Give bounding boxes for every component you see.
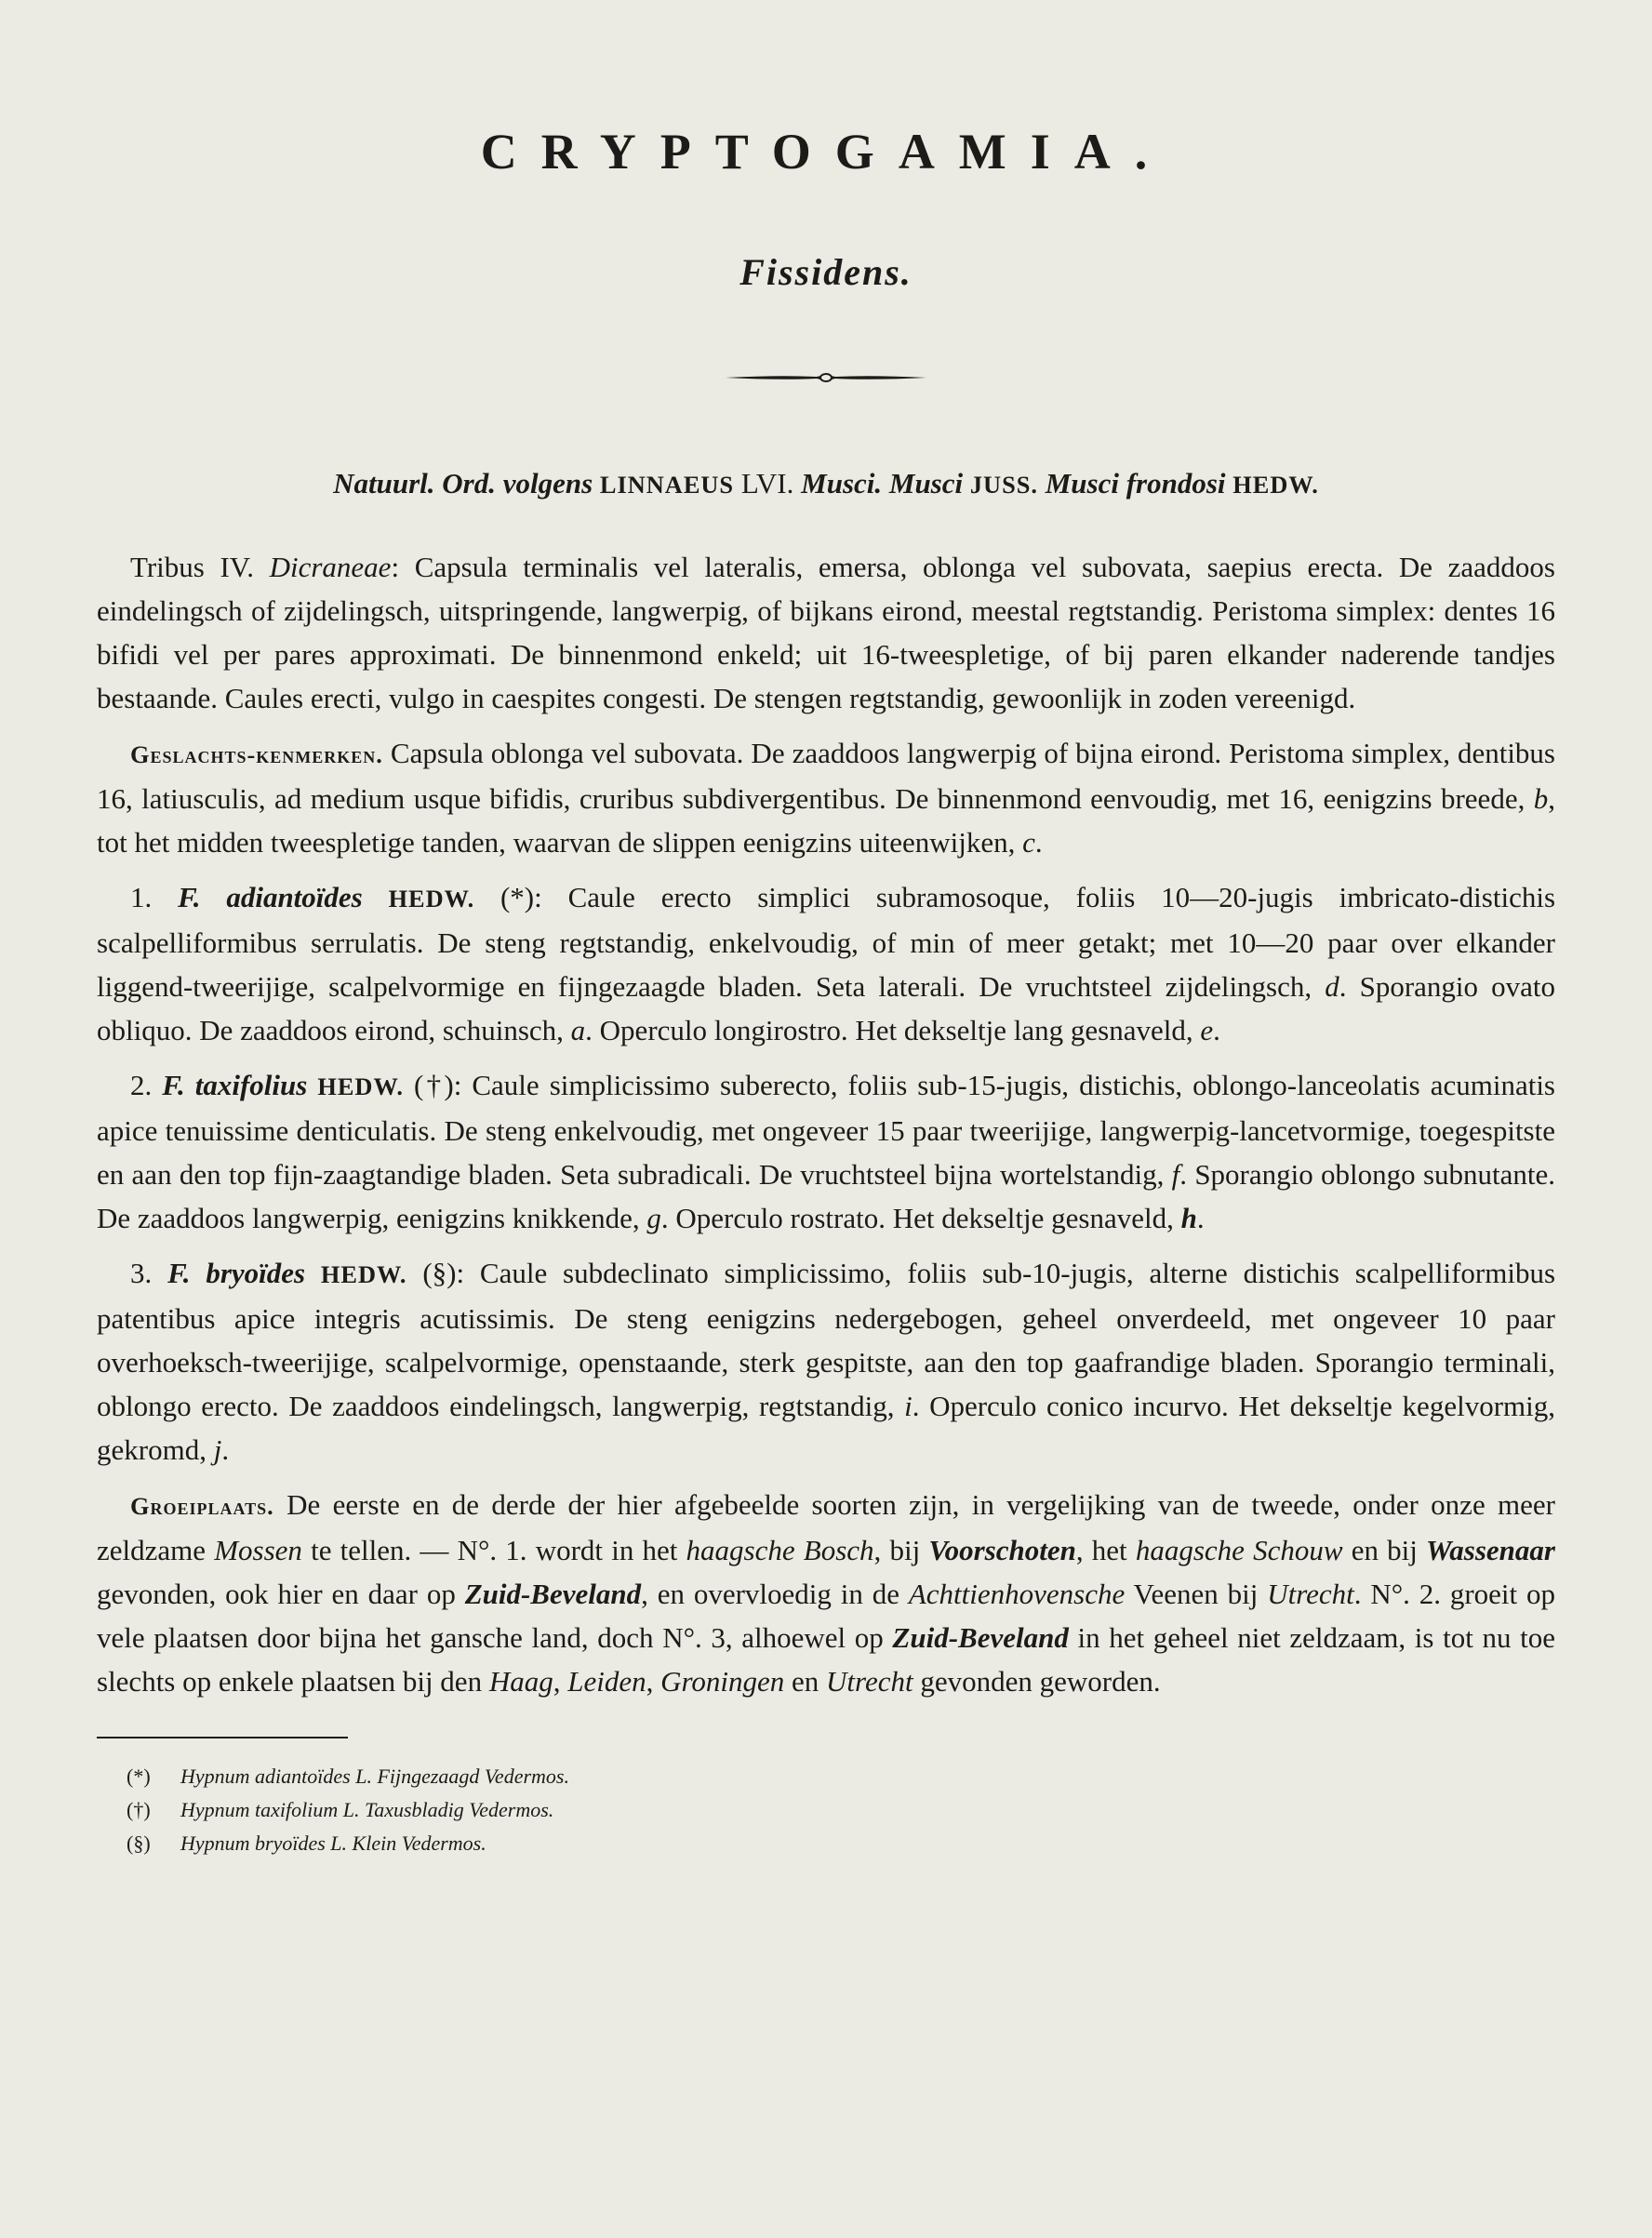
species-3-name: F. bryoïdes — [167, 1257, 306, 1289]
species-1-footnote-mark: (*) — [474, 881, 535, 913]
footnote-text: Hypnum taxifolium L. Taxusbladig Vedermos. — [180, 1798, 554, 1821]
footnote — [127, 1794, 1555, 1825]
figure-ref-c: c — [1022, 826, 1035, 859]
species-3-text: : Caule subdeclinato simplicissimo, foliis sub-10-jugis, alterne distichis scalpelliformibus patentibus apice integris acutissimis. De steng eenigzins nedergebogen, geheel onverdeeld, met ongeveer 10 paar overhoeksch-tweerijige, scalpelvormige, openstaande, sterk gespitste, aan den top gaafrandige bladen. Sporangio terminali, oblongo erecto. De zaaddoos eindelingsch, langwerpig, regtstandig, — [97, 1257, 1556, 1422]
species-2-author: HEDW. — [317, 1073, 404, 1100]
species-2-paragraph — [97, 1063, 1555, 1240]
species-3-footnote-mark: (§) — [406, 1257, 457, 1289]
place-haag: Haag — [488, 1665, 553, 1698]
species-1-author: HEDW. — [388, 886, 475, 913]
footnote — [127, 1828, 1555, 1858]
footnote-text: Hypnum adiantoïdes L. Fijngezaagd Vedermos. — [180, 1765, 569, 1788]
species-2-text-3: . Operculo rostrato. Het dekseltje gesnaveld, — [660, 1202, 1181, 1234]
habitat-text: , — [646, 1665, 661, 1698]
habitat-text: en — [784, 1665, 827, 1698]
author-juss: JUSS. — [969, 472, 1038, 499]
habitat-text: , en overvloedig in de — [641, 1578, 909, 1610]
habitat-paragraph — [97, 1483, 1555, 1703]
habitat-text: , bij — [873, 1534, 929, 1566]
habitat-text: gevonden geworden. — [913, 1665, 1161, 1698]
footnote-divider — [97, 1737, 348, 1738]
habitat-text: gevonden, ook hier en daar op — [97, 1578, 465, 1610]
species-3-end: . — [221, 1433, 230, 1466]
habitat-text: , — [553, 1665, 568, 1698]
order-label: Natuurl. Ord. volgens — [333, 467, 593, 500]
place-achttienhovensche: Achttienhovensche — [908, 1578, 1126, 1610]
species-2-text-2: . Sporangio oblongo subnutante. De zaaddoos langwerpig, eenigzins knikkende, — [97, 1158, 1556, 1234]
species-1-number: 1. — [130, 881, 179, 913]
footnotes — [127, 1761, 1555, 1858]
tribus-paragraph — [97, 545, 1555, 720]
tribus-lead: Tribus IV. — [130, 551, 270, 583]
habitat-text: . N°. 2. groeit op vele plaatsen door bijna het gansche land, doch N°. 3, alhoewel op — [97, 1578, 1555, 1654]
place-utrecht-2: Utrecht — [826, 1665, 913, 1698]
page-title: CRYPTOGAMIA. — [480, 124, 1172, 180]
species-3-author: HEDW. — [320, 1261, 407, 1288]
place-voorschoten: Voorschoten — [928, 1534, 1076, 1566]
species-2-name: F. taxifolius — [162, 1069, 308, 1101]
place-utrecht: Utrecht — [1267, 1578, 1354, 1610]
footnote-text: Hypnum bryoïdes L. Klein Vedermos. — [180, 1832, 486, 1855]
species-1-name: F. adiantoïdes — [178, 881, 363, 913]
species-1-paragraph — [97, 875, 1555, 1052]
footnote-mark: (§) — [127, 1832, 151, 1855]
figure-ref-f: f — [1171, 1158, 1180, 1191]
author-linnaeus: LINNAEUS — [599, 472, 735, 499]
place-wassenaar: Wassenaar — [1426, 1534, 1555, 1566]
place-haagsche-schouw: haagsche Schouw — [1135, 1534, 1343, 1566]
tribus-text: : Capsula terminalis vel lateralis, emersa, oblonga vel subovata, saepius erecta. De zaaddoos eindelingsch of zijdelingsch, uitspringende, langwerpig, of bijkans eirond, meestal regtstandig. Peristoma simplex: dentes 16 bifidi vel per pares approximati. De binnenmond enkeld; uit 16-tweespletige, of bij paren elkander naderende tandjes bestaande. Caules erecti, vulgo in caespites congesti. De stengen regtstandig, gewoonlijk in zoden vereenigd. — [97, 551, 1555, 714]
genus-characters-paragraph — [97, 731, 1555, 864]
species-3-number: 3. — [130, 1257, 168, 1289]
genus-characters-end: . — [1034, 826, 1043, 859]
habitat-text: en bij — [1342, 1534, 1427, 1566]
footnote-mark: (*) — [127, 1765, 151, 1788]
species-2-end: . — [1196, 1202, 1205, 1234]
author-hedw: HEDW. — [1232, 472, 1319, 499]
figure-ref-b: b — [1533, 782, 1549, 815]
habitat-text: te tellen. — N°. 1. wordt in het — [301, 1534, 686, 1566]
place-haagsche-bosch: haagsche Bosch — [686, 1534, 874, 1566]
place-zuid-beveland: Zuid-Beveland — [464, 1578, 642, 1610]
species-1-text-3: . Operculo longirostro. Het dekseltje lang gesnaveld, — [585, 1014, 1201, 1046]
order-musci: Musci. Musci — [801, 467, 964, 500]
habitat-text: , het — [1075, 1534, 1136, 1566]
species-2-footnote-mark: (†) — [403, 1069, 454, 1101]
habitat-text: De eerste en de derde der hier afgebeelde soorten zijn, in vergelijking van de tweede, onder onze meer zeldzame — [97, 1488, 1555, 1566]
tribus-name: Dicraneae — [269, 551, 392, 583]
order-line — [97, 465, 1555, 504]
genus-title: Fissidens. — [739, 251, 913, 293]
figure-ref-i: i — [904, 1390, 913, 1422]
species-1-text-2: . Sporangio ovato obliquo. De zaaddoos eirond, schuinsch, — [97, 970, 1555, 1046]
species-3-text-2: . Operculo conico incurvo. Het dekseltje kegelvormig, gekromd, — [97, 1390, 1555, 1466]
footnote-mark: (†) — [127, 1798, 151, 1821]
figure-ref-g: g — [646, 1202, 661, 1234]
order-number: LVI. — [734, 467, 802, 500]
place-leiden: Leiden — [567, 1665, 646, 1698]
figure-ref-j: j — [213, 1433, 222, 1466]
figure-ref-e: e — [1200, 1014, 1214, 1046]
genus-characters-text-2: , tot het midden tweespletige tanden, waarvan de slippen eenigzins uiteenwijken, — [97, 782, 1555, 859]
habitat-text: in het geheel niet zeldzaam, is tot nu toe slechts op enkele plaatsen bij den — [97, 1621, 1555, 1698]
order-musci-frondosi: Musci frondosi — [1045, 467, 1226, 500]
figure-ref-h: h — [1180, 1202, 1197, 1234]
species-2-number: 2. — [130, 1069, 163, 1101]
species-2-text: : Caule simplicissimo suberecto, foliis sub-15-jugis, distichis, oblongo-lanceolatis acuminatis apice tenuissime denticulatis. De steng enkelvoudig, met ongeveer 15 paar tweerijige, langwerpig-lancetvormige, toegespitste en aan den top fijn-zaagtandige bladen. Seta subradicali. De vruchtsteel bijna wortelstandig, — [97, 1069, 1555, 1191]
habitat-label: Groeiplaats. — [130, 1493, 274, 1520]
place-zuid-beveland-2: Zuid-Beveland — [892, 1621, 1069, 1654]
genus-characters-label: Geslachts-kenmerken. — [130, 741, 383, 768]
document-body — [97, 545, 1555, 1703]
figure-ref-d: d — [1325, 970, 1339, 1003]
species-3-paragraph — [97, 1251, 1555, 1472]
species-1-end: . — [1213, 1014, 1220, 1046]
place-mossen: Mossen — [214, 1534, 302, 1566]
figure-ref-a: a — [570, 1014, 586, 1046]
place-groningen: Groningen — [660, 1665, 785, 1698]
footnote — [127, 1761, 1555, 1792]
habitat-text: Veenen bij — [1125, 1578, 1268, 1610]
genus-characters-text: Capsula oblonga vel subovata. De zaaddoos langwerpig of bijna eirond. Peristoma simplex, dentibus 16, latiusculis, ad medium usque bifidis, cruribus subdivergentibus. De binnenmond eenvoudig, met 16, eenigzins breede, — [97, 737, 1555, 815]
species-1-text: : Caule erecto simplici subramosoque, foliis 10—20-jugis imbricato-distichis scalpelliformibus serrulatis. De steng regtstandig, enkelvoudig, of min of meer getakt; met 10—20 paar over elkander liggend-tweerijige, scalpelvormige en fijngezaagde bladen. Seta laterali. De vruchtsteel zijdelingsch, — [97, 881, 1556, 1003]
ornament-divider — [724, 370, 928, 385]
